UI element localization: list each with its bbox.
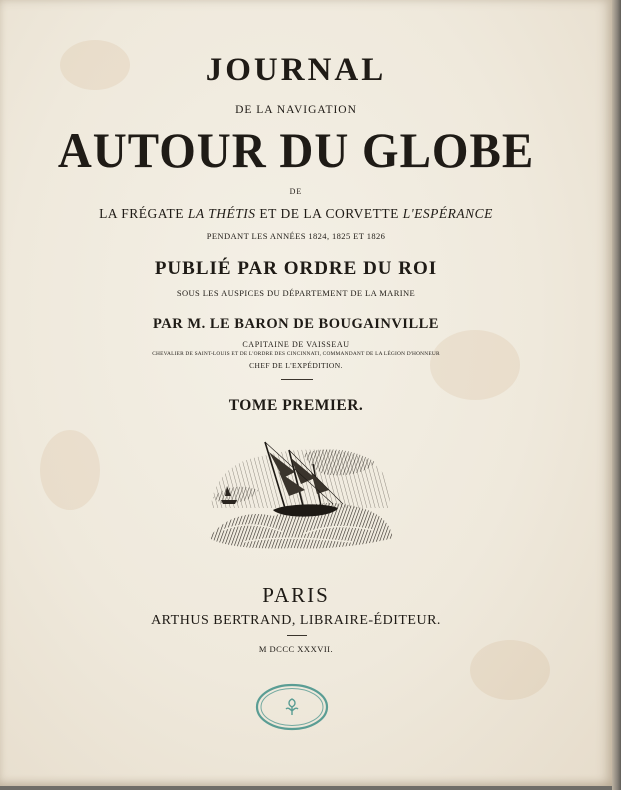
ship-esperance: L'ESPÉRANCE [402, 206, 493, 221]
divider-rule [281, 379, 313, 380]
title-de: DE [289, 187, 303, 196]
author-line: PAR M. LE BARON DE BOUGAINVILLE [153, 316, 439, 332]
divider-rule-small [287, 635, 307, 636]
title-autour-du-globe: AUTOUR DU GLOBE [57, 123, 535, 179]
city-paris: PARIS [262, 583, 330, 607]
page-edge [612, 0, 621, 790]
publie-line: PUBLIÉ PAR ORDRE DU ROI [154, 258, 438, 279]
publisher-line: ARTHUS BERTRAND, LIBRAIRE-ÉDITEUR. [151, 613, 441, 628]
honours-line: CHEVALIER DE SAINT-LOUIS ET DE L'ORDRE DES CINCINNATI, COMMANDANT DE LA LÉGION D'HONNEUR [152, 351, 440, 357]
auspices-line: SOUS LES AUSPICES DU DÉPARTEMENT DE LA MARINE [176, 288, 416, 298]
chef-line: CHEF DE L'EXPÉDITION. [249, 361, 343, 370]
corvette-middle: ET DE LA CORVETTE [255, 206, 403, 221]
title-journal: JOURNAL [205, 52, 387, 88]
fregate-prefix: LA FRÉGATE [99, 206, 188, 221]
ships-line [0, 206, 592, 222]
title-navigation: DE LA NAVIGATION [235, 104, 357, 116]
publication-year: M DCCC XXXVII. [258, 644, 334, 654]
ship-thetis: LA THÉTIS [187, 206, 256, 221]
ex-libris-stamp [255, 683, 329, 731]
ship-in-storm-icon [203, 438, 395, 552]
years-line: PENDANT LES ANNÉES 1824, 1825 ET 1826 [206, 231, 386, 241]
rank-line: CAPITAINE DE VAISSEAU [242, 340, 350, 349]
volume-title: TOME PREMIER. [228, 397, 364, 414]
foxing-stain [40, 430, 100, 510]
